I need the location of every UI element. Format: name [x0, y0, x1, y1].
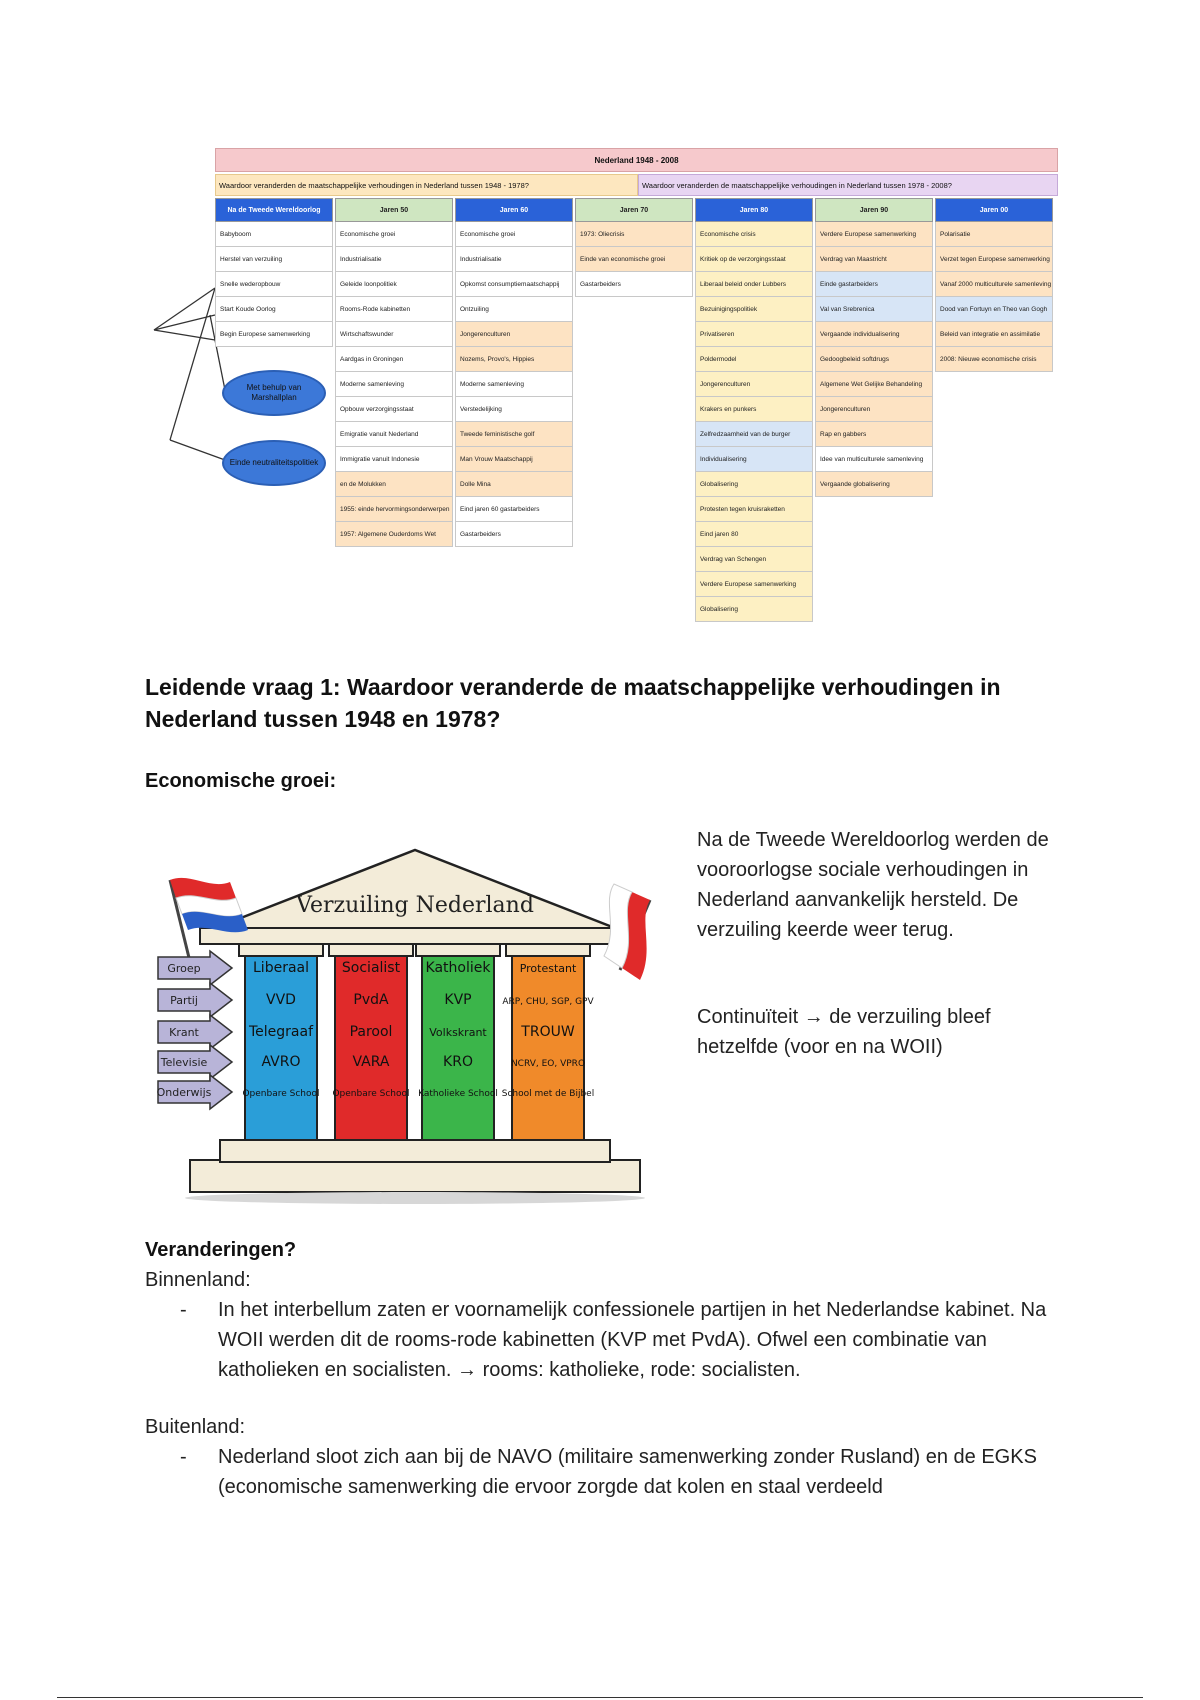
timeline-cell: Start Koude Oorlog — [215, 297, 333, 322]
timeline-cell: Industrialisatie — [335, 247, 453, 272]
timeline-column — [575, 198, 693, 297]
timeline-column — [215, 198, 333, 347]
timeline-cell: Gastarbeiders — [455, 522, 573, 547]
list-buitenland — [145, 1442, 1075, 1502]
list-item-text: In het interbellum zaten er voornamelijk confessionele partijen in het Nederlandse kabinet. Na WOII werden dit de rooms-rode kabinetten (KVP met PvdA). Ofwel een combinatie van katholieken en socialisten. → rooms: katholieke, rode: socialisten. — [218, 1299, 1047, 1381]
list-binnenland — [145, 1295, 1075, 1385]
timeline-cell: Verdere Europese samenwerking — [695, 572, 813, 597]
list-item — [145, 1295, 1075, 1385]
timeline-cell: Vergaande individualisering — [815, 322, 933, 347]
timeline-cell: Rooms-Rode kabinetten — [335, 297, 453, 322]
timeline-column-header: Jaren 70 — [575, 198, 693, 222]
label-buitenland: Buitenland: — [145, 1416, 246, 1438]
section-heading-economische-groei: Economische groei: — [145, 770, 337, 792]
timeline-column-header: Jaren 80 — [695, 198, 813, 222]
pillar-capital — [506, 944, 590, 956]
timeline-cell: en de Molukken — [335, 472, 453, 497]
timeline-column-header: Jaren 60 — [455, 198, 573, 222]
timeline-cell: Emigratie vanuit Nederland — [335, 422, 453, 447]
pillar-label: School met de Bijbel — [501, 1089, 595, 1099]
flag-left-icon — [170, 878, 248, 970]
timeline-cell: Verdere Europese samenwerking — [815, 222, 933, 247]
timeline-cell: Algemene Wet Gelijke Behandeling — [815, 372, 933, 397]
timeline-cell: Economische groei — [335, 222, 453, 247]
bullet-dash: - — [180, 1446, 187, 1468]
pillar-label: Telegraaf — [248, 1024, 314, 1040]
pillars-group — [239, 944, 594, 1140]
timeline-cell: Gedoogbeleid softdrugs — [815, 347, 933, 372]
timeline-cell: Nozems, Provo's, Hippies — [455, 347, 573, 372]
timeline-cell: Poldermodel — [695, 347, 813, 372]
timeline-cell: Einde van economische groei — [575, 247, 693, 272]
timeline-cell: Vanaf 2000 multiculturele samenleving — [935, 272, 1053, 297]
timeline-column — [335, 198, 453, 547]
timeline-cell: 1957: Algemene Ouderdoms Wet — [335, 522, 453, 547]
timeline-cell: Eind jaren 60 gastarbeiders — [455, 497, 573, 522]
pillar-label: Katholieke School — [418, 1089, 498, 1099]
arrow-line — [170, 288, 215, 440]
arrow-line — [154, 288, 215, 330]
timeline-cell: Moderne samenleving — [335, 372, 453, 397]
timeline-cell: Eind jaren 80 — [695, 522, 813, 547]
row-label: Onderwijs — [156, 1086, 212, 1099]
timeline-cell: Idee van multiculturele samenleving — [815, 447, 933, 472]
pillar — [512, 956, 584, 1140]
timeline-cell: Verzet tegen Europese samenwerking — [935, 247, 1053, 272]
timeline-cell: Jongerenculturen — [695, 372, 813, 397]
arrow-line — [154, 330, 215, 340]
pillar-label: TROUW — [521, 1024, 575, 1040]
list-item — [145, 1442, 1075, 1502]
timeline-cell: Protesten tegen kruisraketten — [695, 497, 813, 522]
timeline-cell: 1955: einde hervormingsonderwerpen — [335, 497, 453, 522]
pillar-label: Socialist — [341, 960, 401, 976]
pillar-label: AVRO — [261, 1054, 301, 1070]
timeline-cell: Polarisatie — [935, 222, 1053, 247]
timeline-column-header: Na de Tweede Wereldoorlog — [215, 198, 333, 222]
timeline-cell: Opkomst consumptiemaatschappij — [455, 272, 573, 297]
pillar-label: VVD — [266, 992, 296, 1008]
timeline-column — [935, 198, 1053, 372]
timeline-question-1: Waardoor veranderden de maatschappelijke verhoudingen in Nederland tussen 1948 - 1978? — [215, 174, 638, 196]
timeline-cell: Liberaal beleid onder Lubbers — [695, 272, 813, 297]
timeline-cell: Krakers en punkers — [695, 397, 813, 422]
pillar-label: Liberaal — [253, 960, 309, 976]
temple-architrave — [200, 928, 630, 944]
row-label: Krant — [169, 1026, 199, 1039]
timeline-column — [455, 198, 573, 547]
timeline-cell: Dolle Mina — [455, 472, 573, 497]
page-footer-divider — [57, 1697, 1143, 1698]
timeline-cell: Jongerenculturen — [815, 397, 933, 422]
timeline-cell: Ontzuiling — [455, 297, 573, 322]
pillar-row-labels — [157, 951, 232, 1109]
label-binnenland: Binnenland: — [145, 1269, 251, 1291]
timeline-cell: Privatiseren — [695, 322, 813, 347]
pillar-label: PvdA — [353, 992, 389, 1008]
pillar-label: Protestant — [519, 962, 577, 975]
timeline-cell: Dood van Fortuyn en Theo van Gogh — [935, 297, 1053, 322]
timeline-cell: 1973: Oliecrisis — [575, 222, 693, 247]
pillar-label: KVP — [444, 992, 472, 1008]
side-paragraph-1: Na de Tweede Wereldoorlog werden de vooroorlogse sociale verhoudingen in Nederland aanvankelijk hersteld. De verzuiling keerde weer terug. — [697, 829, 1049, 941]
row-label: Partij — [170, 994, 198, 1007]
pillar-label: ARP, CHU, SGP, GPV — [502, 997, 594, 1007]
timeline-overview — [150, 140, 1070, 640]
timeline-cell: Begin Europese samenwerking — [215, 322, 333, 347]
timeline-cell: Vergaande globalisering — [815, 472, 933, 497]
timeline-cell: Wirtschaftswunder — [335, 322, 453, 347]
pillar-label: Katholiek — [425, 960, 491, 976]
pillar-capital — [416, 944, 500, 956]
page-heading-leidende-vraag-1: Leidende vraag 1: Waardoor veranderde de maatschappelijke verhoudingen in Nederland tussen 1948 en 1978? — [145, 674, 1001, 732]
timeline-cell: Opbouw verzorgingsstaat — [335, 397, 453, 422]
timeline-column — [815, 198, 933, 497]
timeline-column-header: Jaren 90 — [815, 198, 933, 222]
timeline-cell: Beleid van integratie en assimilatie — [935, 322, 1053, 347]
timeline-cell: Val van Srebrenica — [815, 297, 933, 322]
timeline-column-header: Jaren 50 — [335, 198, 453, 222]
pillar-capital — [329, 944, 413, 956]
timeline-cell: Industrialisatie — [455, 247, 573, 272]
timeline-cell: Babyboom — [215, 222, 333, 247]
bubble-marshallplan: Met behulp van Marshallplan — [222, 370, 326, 416]
timeline-cell: Globalisering — [695, 472, 813, 497]
pillar — [335, 956, 407, 1140]
timeline-cell: Herstel van verzuiling — [215, 247, 333, 272]
timeline-cell: Economische groei — [455, 222, 573, 247]
timeline-column — [695, 198, 813, 622]
temple-roof — [210, 850, 620, 930]
timeline-column-header: Jaren 00 — [935, 198, 1053, 222]
timeline-cell: Economische crisis — [695, 222, 813, 247]
pillar-label: NCRV, EO, VPRO — [510, 1059, 586, 1069]
timeline-cell: Moderne samenleving — [455, 372, 573, 397]
arrow-line — [170, 440, 225, 460]
side-paragraph-2: Continuïteit → de verzuiling bleef hetzelfde (voor en na WOII) — [697, 1006, 991, 1058]
row-label: Groep — [167, 962, 201, 975]
timeline-cell: Gastarbeiders — [575, 272, 693, 297]
pillar-label: Openbare School — [242, 1089, 320, 1099]
timeline-cell: 2008: Nieuwe economische crisis — [935, 347, 1053, 372]
temple-title: Verzuiling Nederland — [296, 893, 534, 918]
bubble-neutraliteit: Einde neutraliteitspolitiek — [222, 440, 326, 486]
timeline-cell: Tweede feministische golf — [455, 422, 573, 447]
timeline-cell: Verdrag van Maastricht — [815, 247, 933, 272]
verzuiling-illustration — [150, 840, 680, 1210]
timeline-cell: Jongerenculturen — [455, 322, 573, 347]
timeline-cell: Verstedelijking — [455, 397, 573, 422]
timeline-cell: Einde gastarbeiders — [815, 272, 933, 297]
timeline-cell: Aardgas in Groningen — [335, 347, 453, 372]
pillar — [422, 956, 494, 1140]
pillar-capital — [239, 944, 323, 956]
section-heading-veranderingen: Veranderingen? — [145, 1239, 297, 1261]
timeline-cell: Snelle wederopbouw — [215, 272, 333, 297]
timeline-cell: Geleide loonpolitiek — [335, 272, 453, 297]
timeline-question-2: Waardoor veranderden de maatschappelijke verhoudingen in Nederland tussen 1978 - 2008? — [638, 174, 1058, 196]
timeline-cell: Kritiek op de verzorgingsstaat — [695, 247, 813, 272]
temple-base — [190, 1160, 640, 1192]
row-label: Televisie — [160, 1056, 208, 1069]
temple-shadow — [185, 1192, 645, 1204]
temple-step — [220, 1140, 610, 1162]
timeline-cell: Rap en gabbers — [815, 422, 933, 447]
pillar-label: VARA — [352, 1054, 390, 1070]
timeline-cell: Man Vrouw Maatschappij — [455, 447, 573, 472]
flag-right-icon — [604, 884, 650, 980]
pillar-label: Volkskrant — [429, 1026, 487, 1039]
bullet-dash: - — [180, 1299, 187, 1321]
timeline-cell: Bezuinigingspolitiek — [695, 297, 813, 322]
pillar-label: Parool — [349, 1024, 393, 1040]
timeline-cell: Zelfredzaamheid van de burger — [695, 422, 813, 447]
timeline-cell: Immigratie vanuit Indonesie — [335, 447, 453, 472]
pillar-label: KRO — [443, 1054, 473, 1070]
pillar — [245, 956, 317, 1140]
timeline-cell: Individualisering — [695, 447, 813, 472]
timeline-title: Nederland 1948 - 2008 — [215, 148, 1058, 172]
pillar-label: Openbare School — [332, 1089, 410, 1099]
list-item-text: Nederland sloot zich aan bij de NAVO (militaire samenwerking zonder Rusland) en de EGKS (economische samenwerking die ervoor zorgde dat kolen en staal verdeeld — [218, 1446, 1037, 1498]
timeline-cell: Globalisering — [695, 597, 813, 622]
timeline-cell: Verdrag van Schengen — [695, 547, 813, 572]
